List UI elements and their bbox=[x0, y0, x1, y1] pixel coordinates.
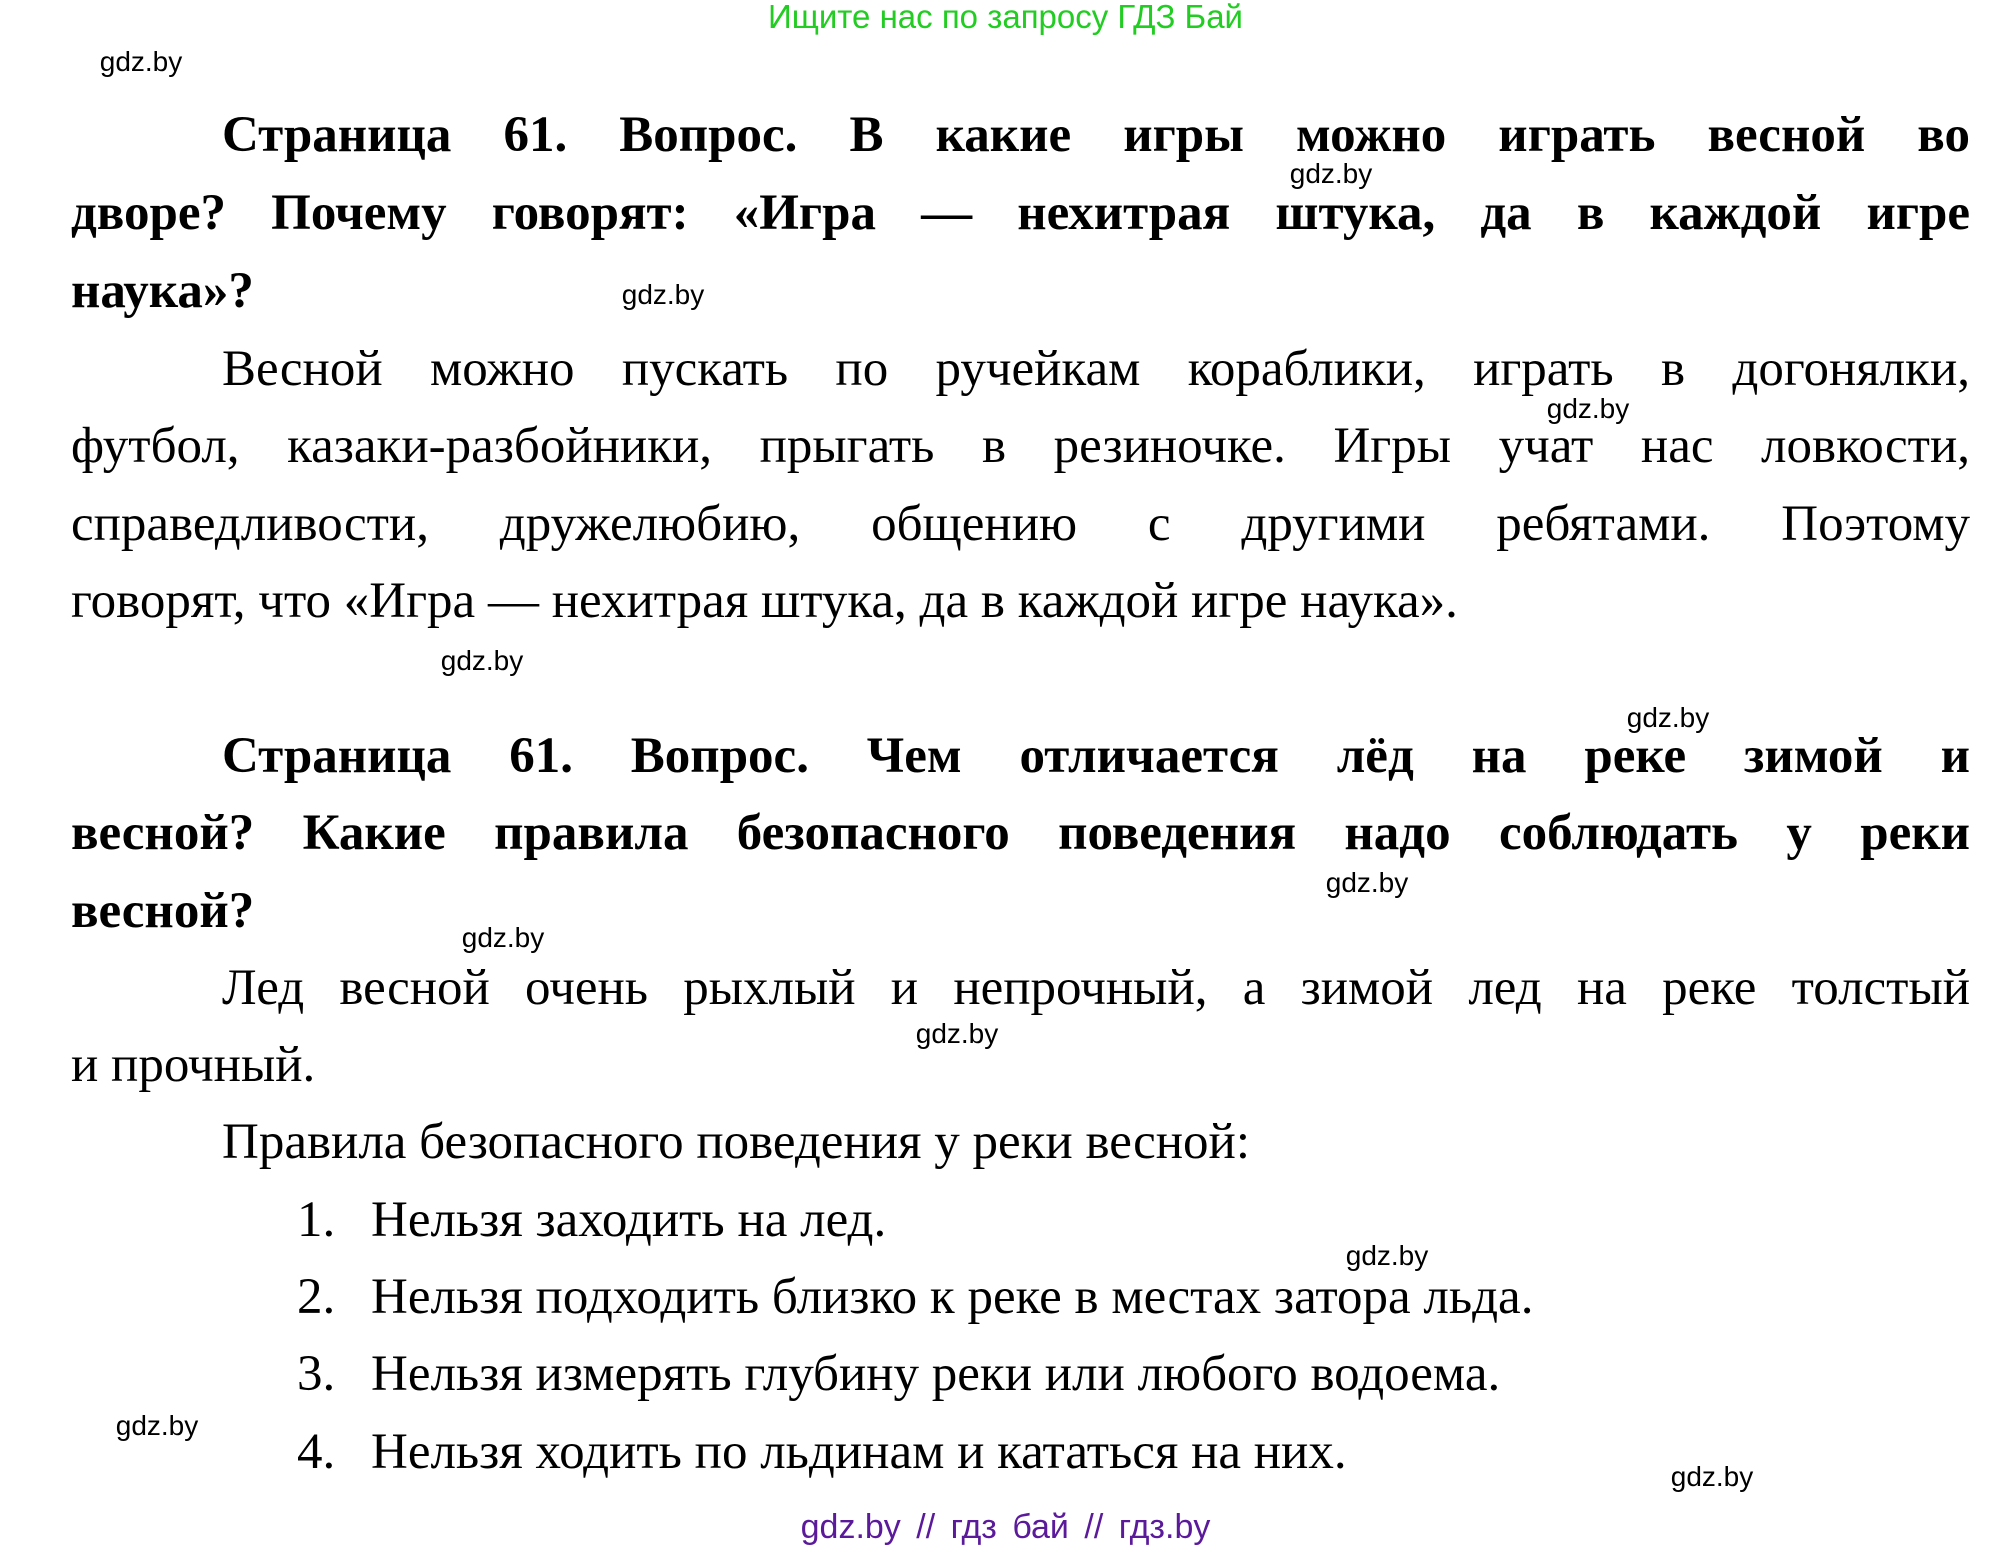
rule-text: Нельзя измерять глубину реки или любого водоема. bbox=[371, 1346, 1501, 1402]
question-2-heading-line: Страница 61. Вопрос. Чем отличается лёд на реке зимой и bbox=[222, 728, 1970, 784]
rule-number: 4. bbox=[297, 1424, 336, 1480]
watermark: gdz.by bbox=[99, 46, 183, 77]
answer-2-line: и прочный. bbox=[71, 1037, 316, 1093]
answer-1-line: справедливости, дружелюбию, общению с другими ребятами. Поэтому bbox=[71, 496, 1970, 552]
watermark: gdz.by bbox=[621, 279, 705, 310]
watermark: gdz.by bbox=[440, 645, 524, 676]
question-2-heading-line: весной? Какие правила безопасного поведения надо соблюдать у реки bbox=[71, 805, 1970, 861]
footer-links: gdz.by // гдз бай // гдз.by bbox=[800, 1508, 1211, 1546]
question-1-heading-line: дворе? Почему говорят: «Игра — нехитрая штука, да в каждой игре bbox=[71, 185, 1970, 241]
search-banner: Ищите нас по запросу ГДЗ Бай bbox=[768, 0, 1243, 35]
watermark: gdz.by bbox=[915, 1018, 999, 1049]
watermark: gdz.by bbox=[1546, 393, 1630, 424]
rule-number: 3. bbox=[297, 1346, 336, 1402]
answer-1-line: говорят, что «Игра — нехитрая штука, да в каждой игре наука». bbox=[71, 573, 1458, 629]
rule-text: Нельзя ходить по льдинам и кататься на них. bbox=[371, 1424, 1347, 1480]
watermark: gdz.by bbox=[1670, 1461, 1754, 1492]
watermark: gdz.by bbox=[1626, 702, 1710, 733]
watermark: gdz.by bbox=[1345, 1240, 1429, 1271]
watermark: gdz.by bbox=[1289, 158, 1373, 189]
question-1-heading-line: Страница 61. Вопрос. В какие игры можно играть весной во bbox=[222, 107, 1970, 163]
rule-number: 1. bbox=[297, 1192, 336, 1248]
rule-text: Нельзя заходить на лед. bbox=[371, 1192, 887, 1248]
rules-intro: Правила безопасного поведения у реки весной: bbox=[222, 1114, 1251, 1170]
watermark: gdz.by bbox=[1325, 867, 1409, 898]
answer-1-line: футбол, казаки-разбойники, прыгать в резиночке. Игры учат нас ловкости, bbox=[71, 418, 1970, 474]
answer-1-line: Весной можно пускать по ручейкам кораблики, играть в догонялки, bbox=[222, 341, 1970, 397]
rule-number: 2. bbox=[297, 1269, 336, 1325]
watermark: gdz.by bbox=[461, 922, 545, 953]
question-1-heading-line: наука»? bbox=[71, 263, 254, 319]
question-2-heading-line: весной? bbox=[71, 883, 255, 939]
answer-2-line: Лед весной очень рыхлый и непрочный, а зимой лед на реке толстый bbox=[222, 960, 1970, 1016]
rule-text: Нельзя подходить близко к реке в местах затора льда. bbox=[371, 1269, 1534, 1325]
watermark: gdz.by bbox=[115, 1410, 199, 1441]
